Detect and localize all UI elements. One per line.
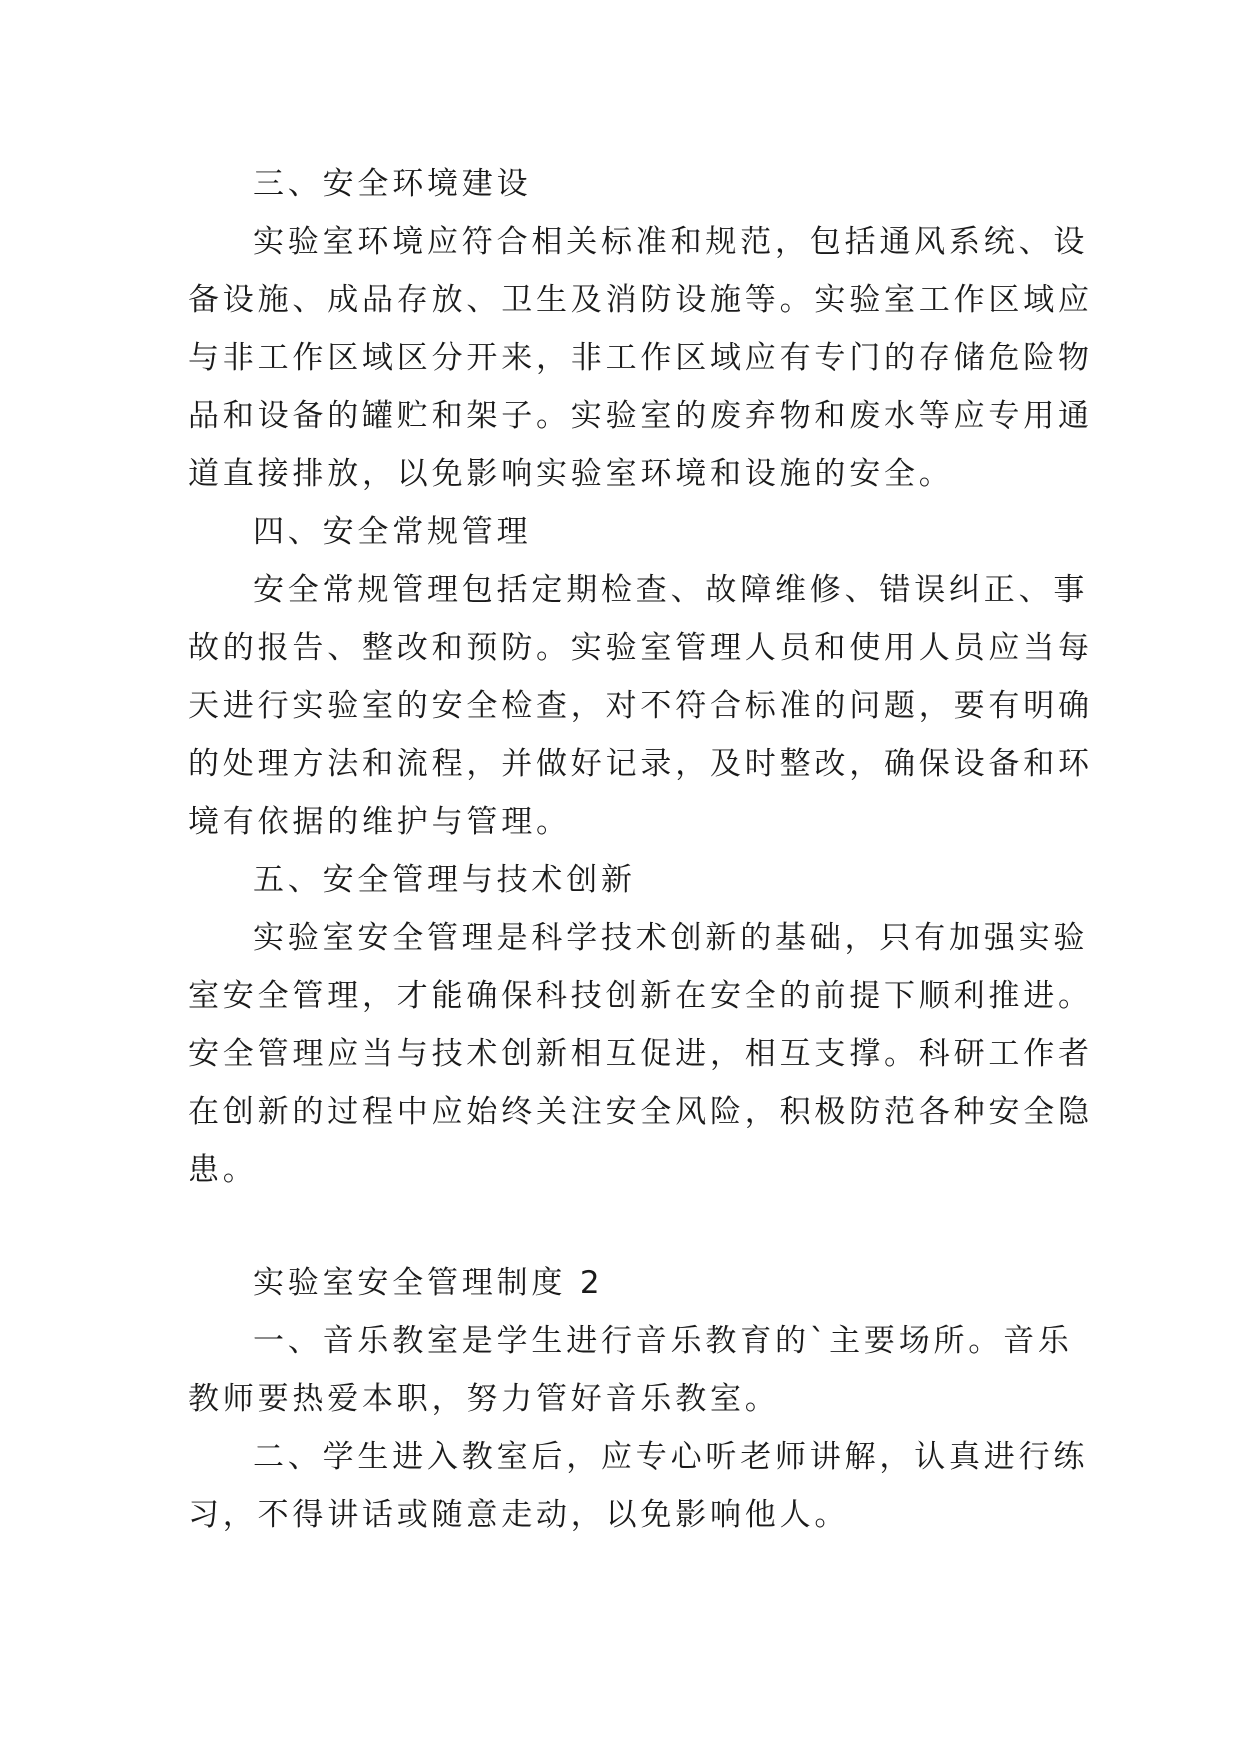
section-heading-3: 三、安全环境建设 xyxy=(253,166,532,202)
paragraph-line: 的处理方法和流程，并做好记录，及时整改，确保设备和环 xyxy=(188,746,1093,782)
paragraph-line: 故的报告、整改和预防。实验室管理人员和使用人员应当每 xyxy=(188,630,1093,666)
paragraph-line: 实验室安全管理是科学技术创新的基础，只有加强实验 xyxy=(253,920,1089,956)
paragraph-line: 二、学生进入教室后，应专心听老师讲解，认真进行练 xyxy=(253,1439,1089,1475)
paragraph-line: 品和设备的罐贮和架子。实验室的废弃物和废水等应专用通 xyxy=(188,398,1093,434)
section-heading-4: 四、安全常规管理 xyxy=(253,514,532,550)
paragraph-line: 实验室环境应符合相关标准和规范，包括通风系统、设 xyxy=(253,224,1089,260)
paragraph-line: 教师要热爱本职，努力管好音乐教室。 xyxy=(188,1381,780,1417)
paragraph-line: 安全管理应当与技术创新相互促进，相互支撑。科研工作者 xyxy=(188,1036,1093,1072)
paragraph-line: 室安全管理，才能确保科技创新在安全的前提下顺利推进。 xyxy=(188,978,1093,1014)
paragraph-line: 天进行实验室的安全检查，对不符合标准的问题，要有明确 xyxy=(188,688,1093,724)
document-title: 实验室安全管理制度 2 xyxy=(253,1265,604,1301)
paragraph-line: 境有依据的维护与管理。 xyxy=(188,804,571,840)
paragraph-line: 一、音乐教室是学生进行音乐教育的`主要场所。音乐 xyxy=(253,1323,1073,1359)
paragraph-line: 患。 xyxy=(188,1152,258,1188)
paragraph-line: 道直接排放，以免影响实验室环境和设施的安全。 xyxy=(188,456,954,492)
paragraph-line: 在创新的过程中应始终关注安全风险，积极防范各种安全隐 xyxy=(188,1094,1093,1130)
section-heading-5: 五、安全管理与技术创新 xyxy=(253,862,636,898)
paragraph-line: 安全常规管理包括定期检查、故障维修、错误纠正、事 xyxy=(253,572,1089,608)
paragraph-line: 与非工作区域区分开来，非工作区域应有专门的存储危险物 xyxy=(188,340,1093,376)
paragraph-line: 习，不得讲话或随意走动，以免影响他人。 xyxy=(188,1497,850,1533)
paragraph-line: 备设施、成品存放、卫生及消防设施等。实验室工作区域应 xyxy=(188,282,1093,318)
